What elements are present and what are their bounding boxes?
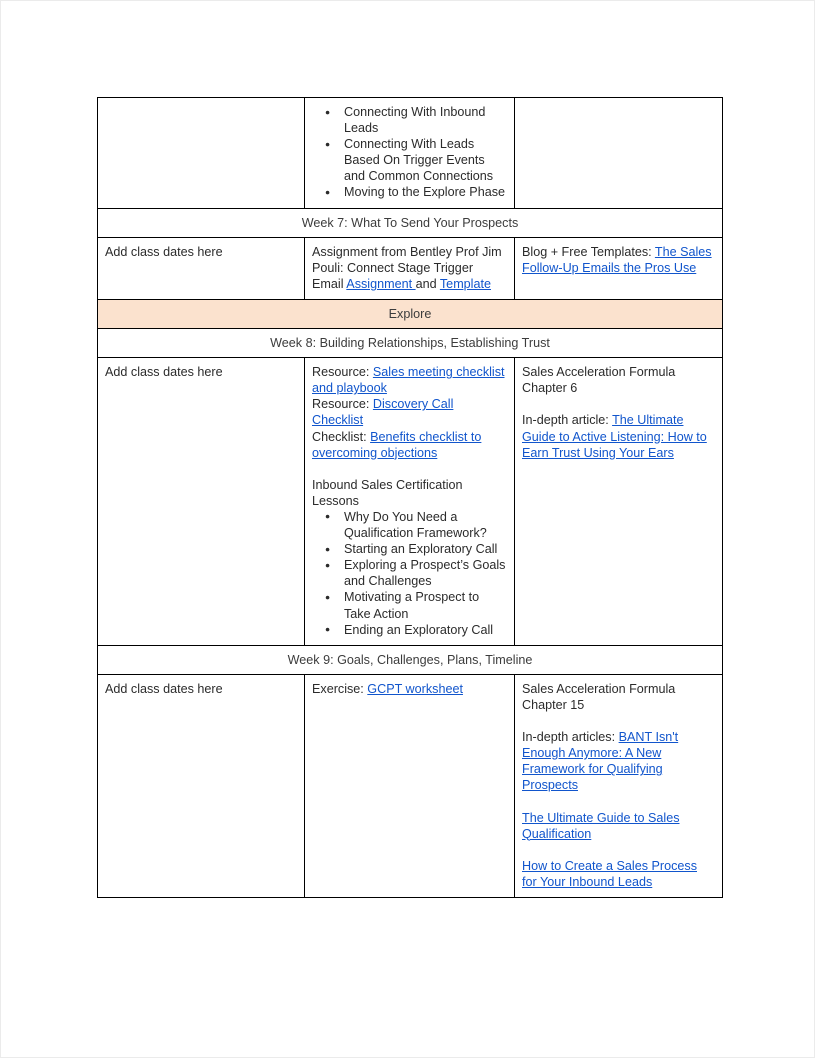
cell-dates-continuation (98, 98, 305, 209)
syllabus-table (97, 97, 723, 898)
cell-assignment-week7 (305, 237, 515, 299)
assignment-paragraph (312, 244, 507, 292)
link-active-listening-guide[interactable]: The Ultimate Guide to Active Listening: How to Earn Trust Using Your Ears (522, 413, 707, 460)
list-item: ● Connecting With Leads Based On Trigger Events and Common Connections (344, 136, 507, 184)
indepth-label: In-depth article: (522, 413, 613, 428)
resource-label-1: Resource: (312, 365, 373, 380)
week-header-9: Week 9: Goals, Challenges, Plans, Timeline (98, 645, 723, 674)
assignment-conjunction: and (415, 276, 440, 291)
blog-templates-paragraph (522, 244, 715, 276)
section-header-explore: Explore (98, 299, 723, 328)
cell-lessons-continuation (305, 98, 515, 209)
link-bant-isnt-enough[interactable]: BANT Isn't Enough Anymore: A New Framework for Qualifying Prospects (522, 730, 679, 793)
indepth-article-week8 (522, 412, 715, 460)
cell-class-dates-week7: Add class dates here (98, 237, 305, 299)
table-row-week-header (98, 645, 723, 674)
exercise-paragraph (312, 681, 507, 697)
cell-exercise-week9 (305, 674, 515, 897)
link-discovery-call-checklist[interactable]: Discovery Call Checklist (312, 397, 454, 428)
table-row-section-header (98, 299, 723, 328)
resources-paragraph (312, 364, 507, 461)
sales-process-paragraph (522, 858, 715, 890)
list-item: ● Motivating a Prospect to Take Action (344, 589, 507, 621)
link-template[interactable]: Template (439, 276, 491, 291)
resource-label-2: Resource: (312, 397, 373, 412)
table-row (98, 98, 723, 209)
table-row (98, 358, 723, 646)
spacer (522, 713, 715, 729)
certification-subheading: Inbound Sales Certification Lessons (312, 477, 463, 508)
blog-templates-text: Blog + Free Templates: (522, 244, 655, 259)
bullet-list-certification-lessons (312, 509, 507, 638)
week-header-8: Week 8: Building Relationships, Establishing Trust (98, 329, 723, 358)
table-row (98, 237, 723, 299)
cell-reading-continuation (515, 98, 723, 209)
spacer (312, 461, 507, 477)
book-chapter-week9: Sales Acceleration Formula Chapter 15 (522, 681, 676, 712)
list-item: ● Starting an Exploratory Call (344, 541, 507, 557)
indepth-articles-label: In-depth articles: (522, 730, 619, 745)
link-create-sales-process[interactable]: How to Create a Sales Process for Your Inbound Leads (522, 858, 697, 889)
link-benefits-checklist[interactable]: Benefits checklist to overcoming objections (312, 429, 482, 460)
assignment-text: Assignment from Bentley Prof Jim Pouli: Connect Stage Trigger Email (312, 244, 502, 291)
spacer (522, 793, 715, 809)
table-row (98, 674, 723, 897)
cell-resources-week8 (305, 358, 515, 646)
link-sales-qualification-guide[interactable]: The Ultimate Guide to Sales Qualification (522, 810, 680, 841)
cell-reading-week8 (515, 358, 723, 646)
link-sales-followup-emails[interactable]: The Sales Follow-Up Emails the Pros Use (522, 244, 712, 275)
list-item: ● Why Do You Need a Qualification Framework? (344, 509, 507, 541)
sales-qualification-guide-paragraph (522, 810, 715, 842)
book-chapter-week8: Sales Acceleration Formula Chapter 6 (522, 365, 676, 396)
list-item: ● Moving to the Explore Phase (344, 184, 507, 200)
list-item: ● Exploring a Prospect’s Goals and Challenges (344, 557, 507, 589)
list-item: ● Ending an Exploratory Call (344, 622, 507, 638)
cell-reading-week7 (515, 237, 723, 299)
indepth-articles-week9 (522, 729, 715, 793)
spacer (522, 396, 715, 412)
cell-class-dates-week9: Add class dates here (98, 674, 305, 897)
exercise-label: Exercise: (312, 681, 368, 696)
link-assignment[interactable]: Assignment (346, 276, 416, 291)
table-row-week-header (98, 329, 723, 358)
cell-reading-week9 (515, 674, 723, 897)
link-sales-meeting-checklist[interactable]: Sales meeting checklist and playbook (312, 365, 505, 396)
bullet-list (312, 104, 507, 201)
list-item: ● Connecting With Inbound Leads (344, 104, 507, 136)
table-row-week-header (98, 208, 723, 237)
spacer (522, 842, 715, 858)
week-header-7: Week 7: What To Send Your Prospects (98, 208, 723, 237)
link-gcpt-worksheet[interactable]: GCPT worksheet (367, 681, 463, 696)
cell-class-dates-week8: Add class dates here (98, 358, 305, 646)
checklist-label: Checklist: (312, 429, 371, 444)
